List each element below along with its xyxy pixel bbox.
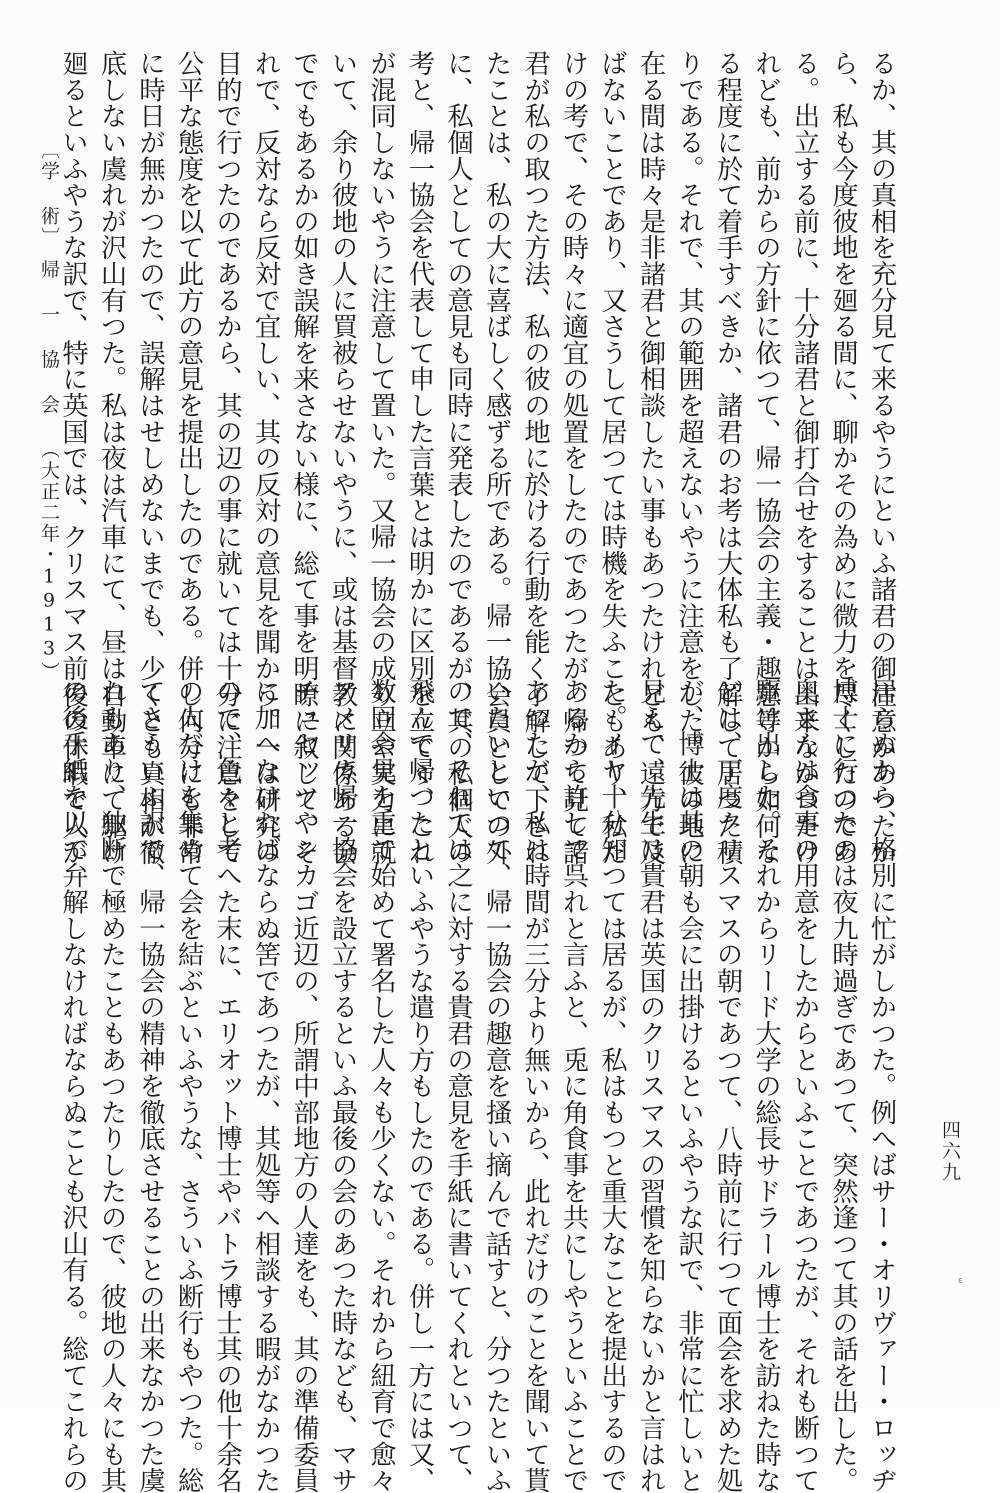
lower-text-block (57, 678, 900, 1493)
text-line: が混同しないやうに注意して置いた。又帰一協会の成り立や実力に就 (365, 50, 396, 866)
text-line: 考と、帰一協会を代表して申した言葉とは明かに区別を立て〻、これ (404, 50, 434, 866)
text-line: 廻るといふやうな訳で、特に英国では、クリスマス前後の休暇で人が (57, 50, 88, 866)
text-line: るか、其の真相を充分見て来るやうにといふ諸君の御注意があつたか (866, 50, 896, 866)
text-line: 見えて、先生は貴君は英国のクリスマスの習慣を知らないかと言はれ (635, 678, 665, 1493)
text-line: ので、色々と考へた末に、エリオット博士やバトラ博士其の他十余名 (211, 678, 242, 1493)
text-line: けの考で、その時々に適宜の処置をしたのであつたが、帰つて見て諸 (558, 50, 588, 866)
text-line: 奥さんは食事の用意をしたからといふことであつたが、それも断つて (789, 678, 819, 1493)
text-line: あつたが、私は時間が三分より無いから、此れだけのことを聞いて貰 (519, 678, 550, 1493)
text-line: いて、余り彼地の人に買被らせないやうに、或は基督教に関係ある会 (327, 50, 357, 866)
text-line: 在る間は時々是非諸君と御相談したい事もあつたけれども、遠方で及 (635, 50, 665, 866)
text-line: る。出立する前に、十分諸君と御打合せをすることは出来なかつたけ (789, 50, 819, 866)
text-line: いたいといつて、帰一協会の趣意を搔い摘んで話すと、分つたといふ (481, 678, 511, 1493)
text-line: 底しない虞れが沢山有つた。私は夜は汽車にて、昼は自動車にて駆け (96, 50, 126, 866)
text-line: てさういふ訳で、帰一協会の精神を徹底させることの出来なかつた虞 (134, 678, 165, 1493)
text-line: あるから許して呉れと言ふと、兎に角食事を共にしやうといふことで (558, 678, 588, 1493)
text-line: チュセッツやシカゴ近辺の、所謂中部地方の人達をも、其の準備委員 (288, 678, 319, 1493)
text-line: ででもあるかの如き誤解を来さない様に、総て事を明瞭に叙して、そ (288, 50, 319, 866)
text-line: ら、私も今度彼地を廻る間に、聊かその為めに微力を尽くしたのであ (827, 50, 858, 866)
page-number: 四六九 (939, 1120, 961, 1183)
text-line: 居らぬから、格別に忙がしかつた。例へばサー・オリヴァー・ロッヂ (866, 678, 896, 1493)
text-line: 公平な態度を以て此方の意見を提出したのである。併し何分にも非常 (173, 50, 203, 866)
print-mark: ε (958, 1276, 963, 1286)
text-line: に加へなければならぬ筈であつたが、其処等へ相談する暇がなかつた (250, 678, 280, 1493)
text-line: れども、前からの方針に依つて、帰一協会の主義・趣意等から如何な (750, 50, 781, 866)
text-line: の後手紙を以て弁解しなければならぬことも沢山有る。総てこれらの (57, 678, 88, 1493)
text-line: 数回会見を重て始めて署名した人々も少くない。それから紐育で愈々 (365, 678, 396, 1493)
text-line: 君が私の取つた方法、私の彼の地に於ける行動を能く了解して下され (519, 50, 550, 866)
text-line: アメリカ帰一協会を設立するといふ最後の会のあつた時なども、マサ (327, 678, 357, 1493)
text-line: どは、丁度クリスマスの朝であつて、八時前に行つて面会を求めた処 (712, 678, 742, 1493)
text-line: れで、反対なら反対で宜しい、其の反対の意見を聞かう。一は研究の (250, 50, 280, 866)
text-line: れもあり、独断で極めたこともあつたりしたので、彼地の人々にも其 (96, 678, 126, 1493)
running-head: 〔学 術〕 帰 一 協 会 （大正二年・1913） (38, 140, 60, 683)
text-line: が、博士は其の朝も会に出掛けるといふやうな訳で、非常に忙しいと (673, 678, 704, 1493)
text-line: の人だけを集めて会を結ぶといふやうな、さういふ断行もやつた。総 (173, 678, 203, 1493)
text-line: ばないことであり、又さうして居つては時機を失ふこともあり、私だ (596, 50, 627, 866)
text-line: たことは、私の大に喜ばしく感ずる所である。帰一協会員としての外 (481, 50, 511, 866)
text-line: る程度に於て着手すべきか、諸君のお考は大体私も了解して居つた積 (712, 50, 742, 866)
text-line: りである。それで、其の範囲を超えないやうに注意をした。彼の地に (673, 50, 704, 866)
text-line: た。イヤ十分知つては居るが、私はもつと重大なことを提出するので (596, 678, 627, 1493)
text-line: 駆け出した。それからリード大学の総長サドラール博士を訪ねた時な (750, 678, 781, 1493)
text-line: に、私個人としての意見も同時に発表したのであるが、其の私個人の (442, 50, 473, 866)
text-line: 目的で行つたのであるから、其の辺の事に就いては十分に注意をして (211, 50, 242, 866)
text-line: に時日が無かつたので、誤解はせしめないまでも、少くとも真相が徹 (134, 50, 165, 866)
text-line: ので、それでは之に対する貴君の意見を手紙に書いてくれといつて、 (442, 678, 473, 1493)
upper-text-block (57, 50, 900, 866)
text-line: 飛んで帰つたといふやうな遣り方もしたのである。併し一方には又、 (404, 678, 434, 1493)
text-line: 博士に行つたのは夜九時過ぎであつて、突然逢つて其の話を出した。 (827, 678, 858, 1493)
